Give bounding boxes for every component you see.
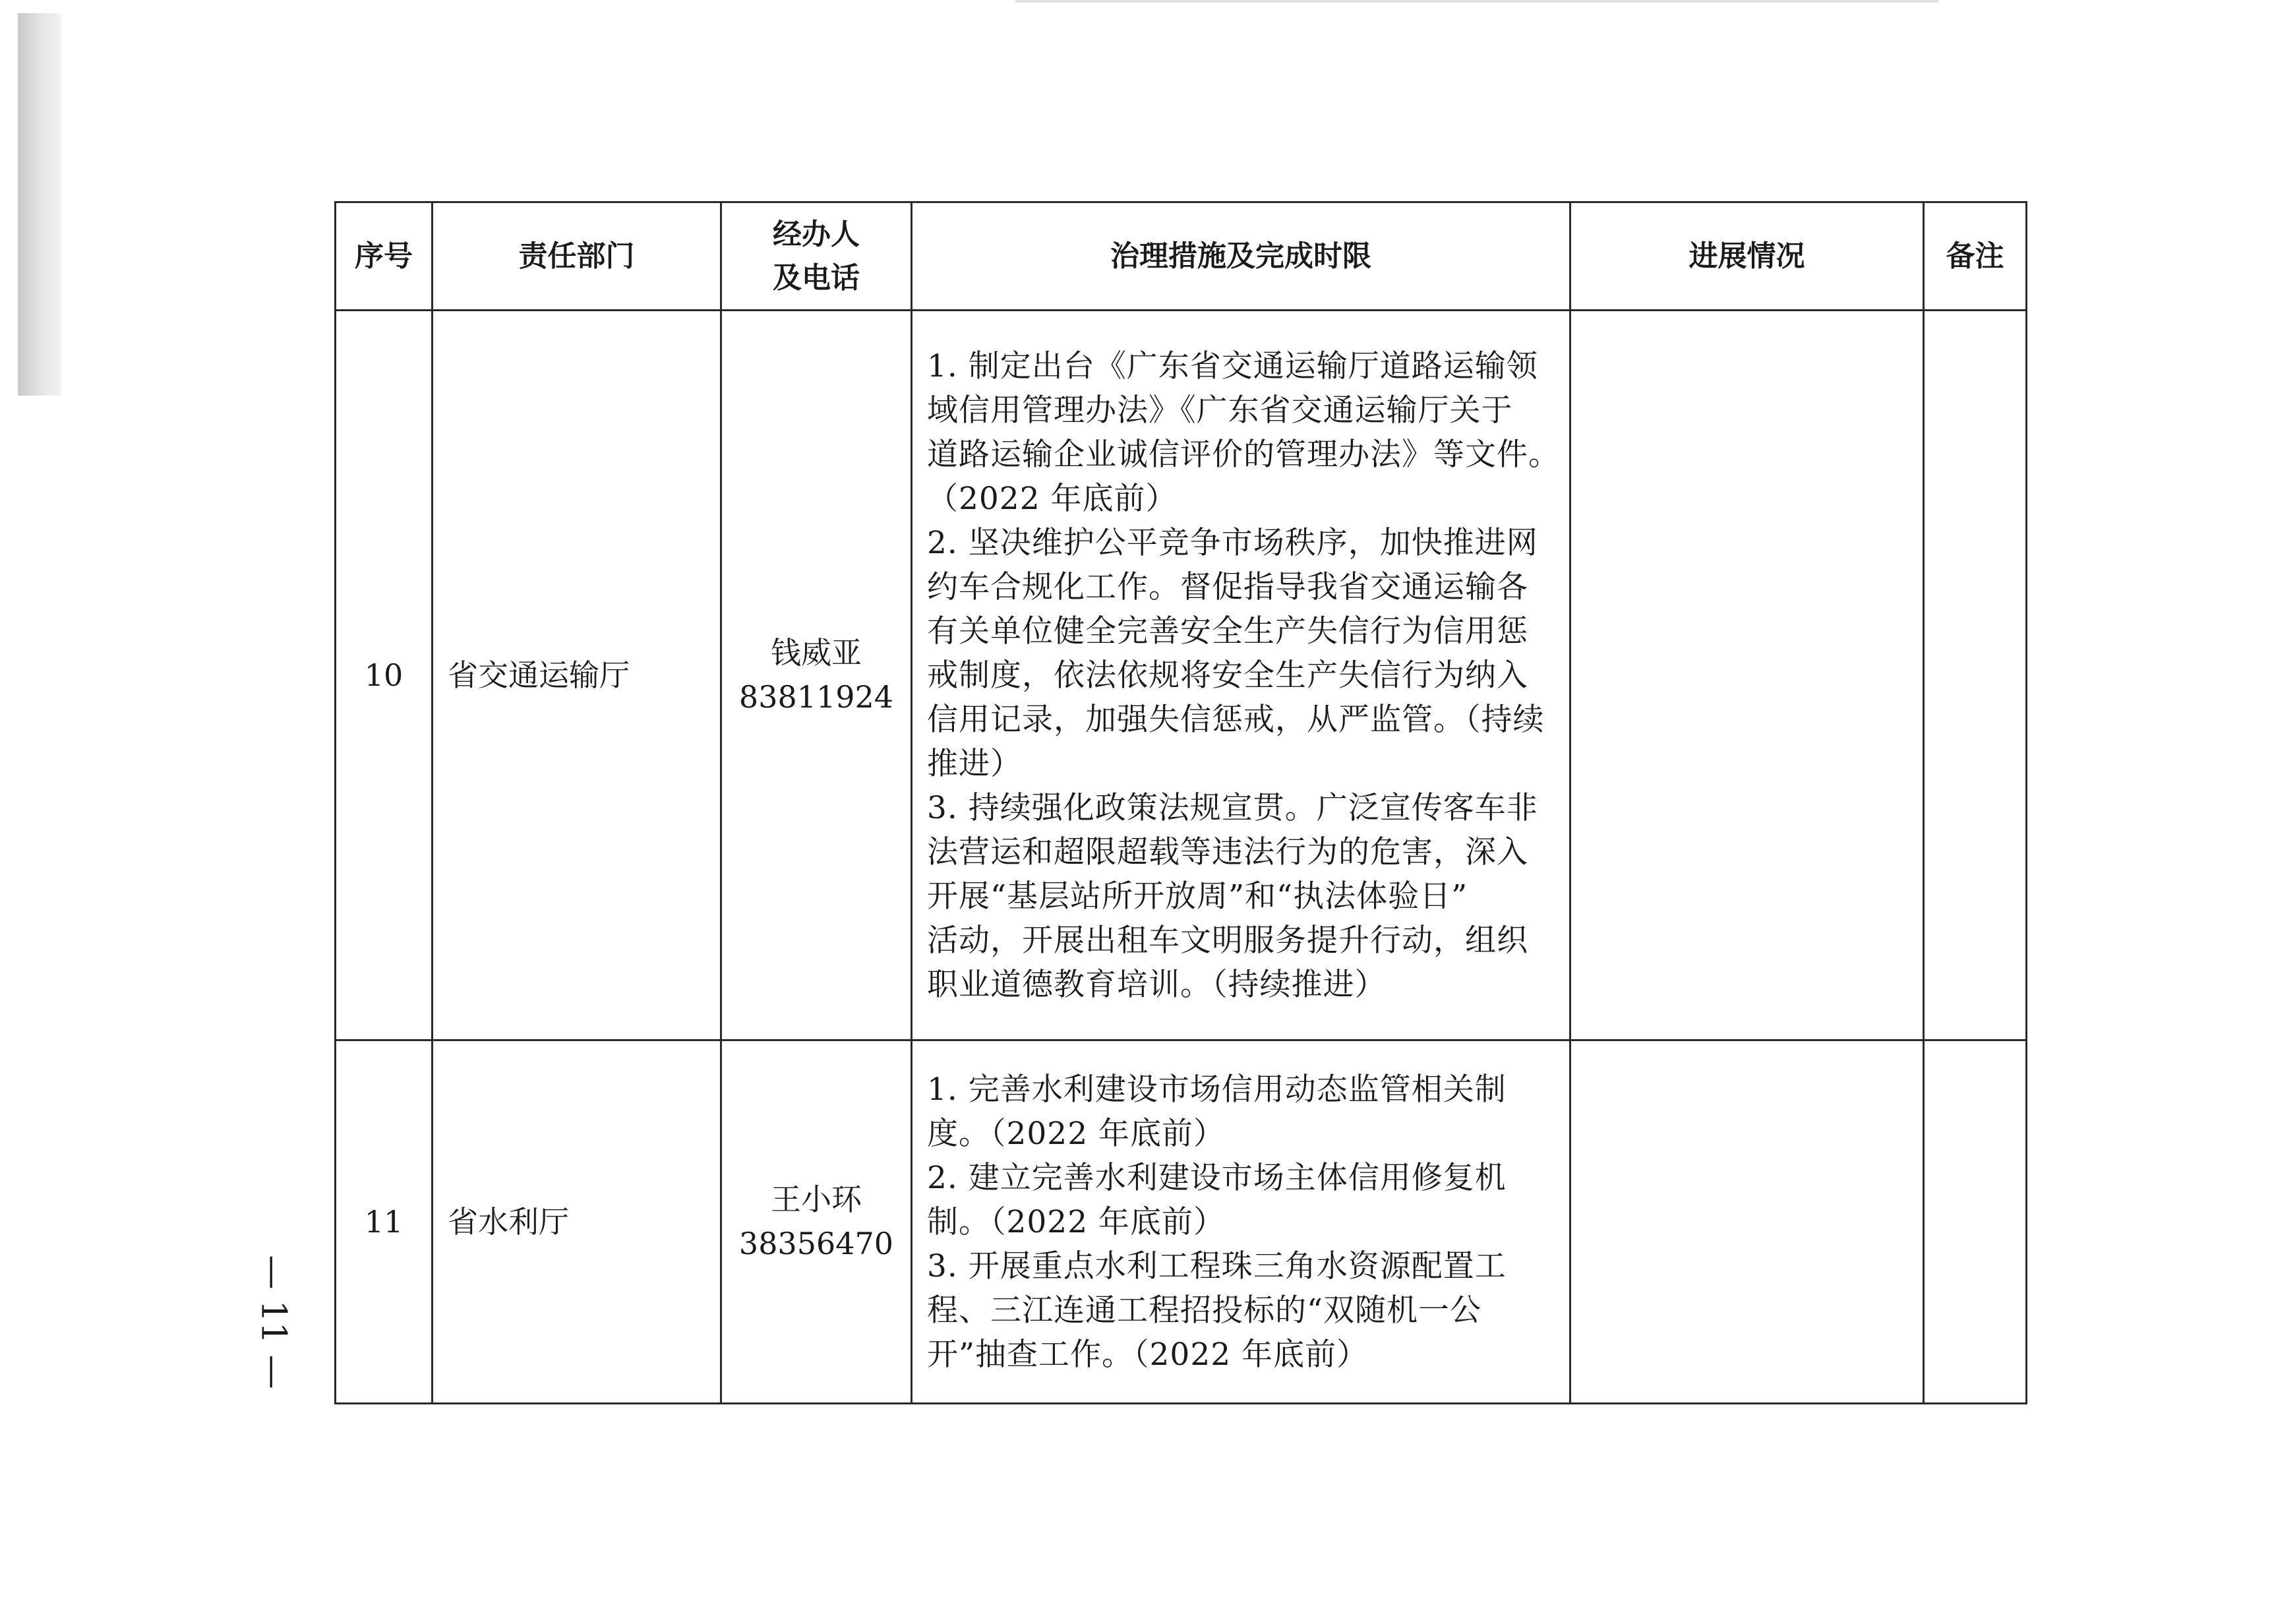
measure-line: 职业道德教育培训。（持续推进）	[927, 966, 1387, 1003]
measure-line: 度。（2022 年底前）	[927, 1115, 1226, 1152]
measure-line: 信用记录，加强失信惩戒，从严监管。（持续	[927, 701, 1545, 738]
row-remarks	[1924, 311, 2027, 1040]
contact-phone: 83811924	[738, 679, 894, 715]
row-measures	[912, 311, 1570, 1040]
header-progress: 进展情况	[1570, 202, 1924, 311]
table-header-row	[336, 202, 2027, 311]
row-progress	[1570, 311, 1924, 1040]
measure-line: （2022 年底前）	[927, 480, 1178, 517]
row-remarks	[1924, 1040, 2027, 1404]
measure-line: 域信用管理办法》《广东省交通运输厅关于	[927, 392, 1513, 429]
measure-line: 3. 开展重点水利工程珠三角水资源配置工	[927, 1248, 1507, 1284]
measure-line: 3. 持续强化政策法规宣贯。广泛宣传客车非	[927, 789, 1538, 826]
measure-line: 法营运和超限超载等违法行为的危害，深入	[927, 833, 1528, 870]
contact-name: 钱威亚	[771, 635, 862, 671]
measure-line: 推进）	[927, 745, 1022, 782]
header-contact-line2: 及电话	[773, 260, 860, 295]
measure-line: 2. 坚决维护公平竞争市场秩序，加快推进网	[927, 524, 1538, 561]
header-index: 序号	[336, 202, 433, 311]
row-contact	[721, 311, 912, 1040]
row-contact	[721, 1040, 912, 1404]
measure-line: 2. 建立完善水利建设市场主体信用修复机	[927, 1159, 1507, 1196]
measure-line: 1. 制定出台《广东省交通运输厅道路运输领	[927, 347, 1538, 384]
measure-line: 活动，开展出租车文明服务提升行动，组织	[927, 922, 1528, 959]
measure-line: 1. 完善水利建设市场信用动态监管相关制	[927, 1071, 1507, 1108]
measure-line: 道路运输企业诚信评价的管理办法》等文件。	[927, 436, 1560, 473]
table-row	[336, 1040, 2027, 1404]
row-index: 11	[336, 1040, 433, 1404]
measure-line: 开展“基层站所开放周”和“执法体验日”	[927, 878, 1468, 915]
row-department: 省交通运输厅	[433, 311, 721, 1040]
row-index: 10	[336, 311, 433, 1040]
governance-measures-table	[334, 201, 2027, 1404]
measure-line: 开”抽查工作。（2022 年底前）	[927, 1336, 1369, 1373]
row-department: 省水利厅	[433, 1040, 721, 1404]
header-contact-line1: 经办人	[773, 217, 860, 251]
measure-line: 约车合规化工作。督促指导我省交通运输各	[927, 568, 1528, 605]
table-row	[336, 311, 2027, 1040]
header-remarks: 备注	[1924, 202, 2027, 311]
header-contact	[721, 202, 912, 311]
page-number-text: — 11 —	[254, 1255, 294, 1389]
header-department: 责任部门	[433, 202, 721, 311]
row-measures	[912, 1040, 1570, 1404]
scan-edge-shadow	[18, 13, 61, 396]
contact-phone: 38356470	[738, 1226, 894, 1261]
measure-line: 程、三江连通工程招投标的“双随机一公	[927, 1292, 1482, 1329]
page-number	[251, 1246, 297, 1398]
measure-line: 制。（2022 年底前）	[927, 1203, 1226, 1240]
scan-top-line	[1015, 0, 1938, 3]
contact-name: 王小环	[771, 1182, 862, 1217]
measure-line: 有关单位健全完善安全生产失信行为信用惩	[927, 613, 1528, 649]
row-progress	[1570, 1040, 1924, 1404]
measure-line: 戒制度，依法依规将安全生产失信行为纳入	[927, 657, 1528, 694]
header-measures: 治理措施及完成时限	[912, 202, 1570, 311]
